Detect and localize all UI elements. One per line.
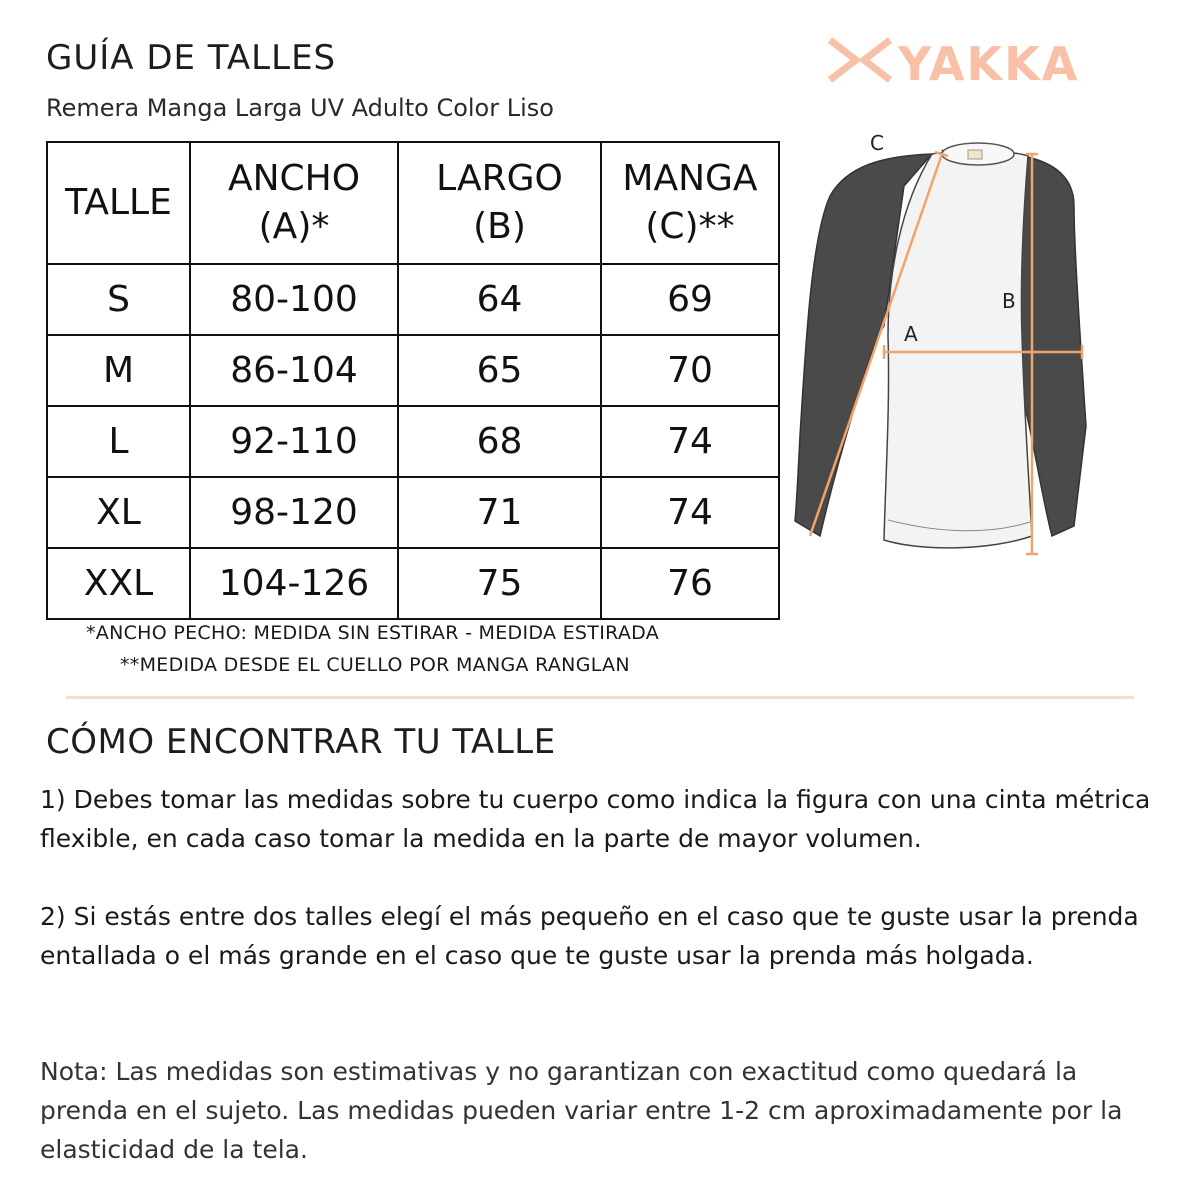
product-subtitle: Remera Manga Larga UV Adulto Color Liso — [46, 94, 554, 122]
label-a: A — [904, 322, 918, 346]
table-header-row — [47, 142, 779, 264]
cell-largo: 68 — [398, 406, 601, 477]
cell-largo: 71 — [398, 477, 601, 548]
header-ancho: ANCHO (A)* — [190, 142, 398, 264]
footnote-ancho: *ANCHO PECHO: MEDIDA SIN ESTIRAR - MEDIDA ESTIRADA — [86, 622, 660, 644]
shirt-diagram — [792, 126, 1092, 566]
cell-manga: 69 — [601, 264, 779, 335]
cell-ancho: 92-110 — [190, 406, 398, 477]
table-row — [47, 264, 779, 335]
footnote-manga: **MEDIDA DESDE EL CUELLO POR MANGA RANGLAN — [120, 654, 630, 676]
cell-talle: M — [47, 335, 190, 406]
cell-ancho: 80-100 — [190, 264, 398, 335]
cell-largo: 75 — [398, 548, 601, 619]
cell-talle: XL — [47, 477, 190, 548]
cell-manga: 74 — [601, 406, 779, 477]
collar-tag — [968, 150, 982, 159]
label-b: B — [1002, 289, 1016, 313]
label-c: C — [870, 131, 884, 155]
table-row — [47, 335, 779, 406]
table-row — [47, 477, 779, 548]
header-manga: MANGA (C)** — [601, 142, 779, 264]
how-to-note: Nota: Las medidas son estimativas y no garantizan con exactitud como quedará la prenda en el sujeto. Las medidas pueden variar entre 1-2 cm aproximadamente por la elasticidad de la tela. — [40, 1057, 1123, 1164]
cell-largo: 65 — [398, 335, 601, 406]
how-to-heading: CÓMO ENCONTRAR TU TALLE — [46, 722, 556, 762]
section-divider — [66, 696, 1134, 699]
header-talle: TALLE — [47, 142, 190, 264]
header-largo: LARGO (B) — [398, 142, 601, 264]
shirt-body — [884, 151, 1032, 548]
cell-manga: 74 — [601, 477, 779, 548]
page-title: GUÍA DE TALLES — [46, 38, 337, 78]
how-to-step-2: 2) Si estás entre dos talles elegí el más pequeño en el caso que te guste usar la prenda entallada o el más grande en el caso que te guste usar la prenda más holgada. — [40, 902, 1139, 970]
cell-manga: 70 — [601, 335, 779, 406]
cell-talle: L — [47, 406, 190, 477]
how-to-step-1: 1) Debes tomar las medidas sobre tu cuerpo como indica la figura con una cinta métrica flexible, en cada caso tomar la medida en la parte de mayor volumen. — [40, 785, 1151, 853]
cell-manga: 76 — [601, 548, 779, 619]
cell-largo: 64 — [398, 264, 601, 335]
yakka-x-logo-icon — [830, 40, 890, 80]
cell-ancho: 86-104 — [190, 335, 398, 406]
cell-talle: XXL — [47, 548, 190, 619]
cell-ancho: 104-126 — [190, 548, 398, 619]
cell-ancho: 98-120 — [190, 477, 398, 548]
size-table — [46, 141, 780, 620]
brand-logo — [828, 36, 1120, 84]
cell-talle: S — [47, 264, 190, 335]
table-row — [47, 548, 779, 619]
brand-name: YAKKA — [898, 37, 1080, 84]
table-row — [47, 406, 779, 477]
